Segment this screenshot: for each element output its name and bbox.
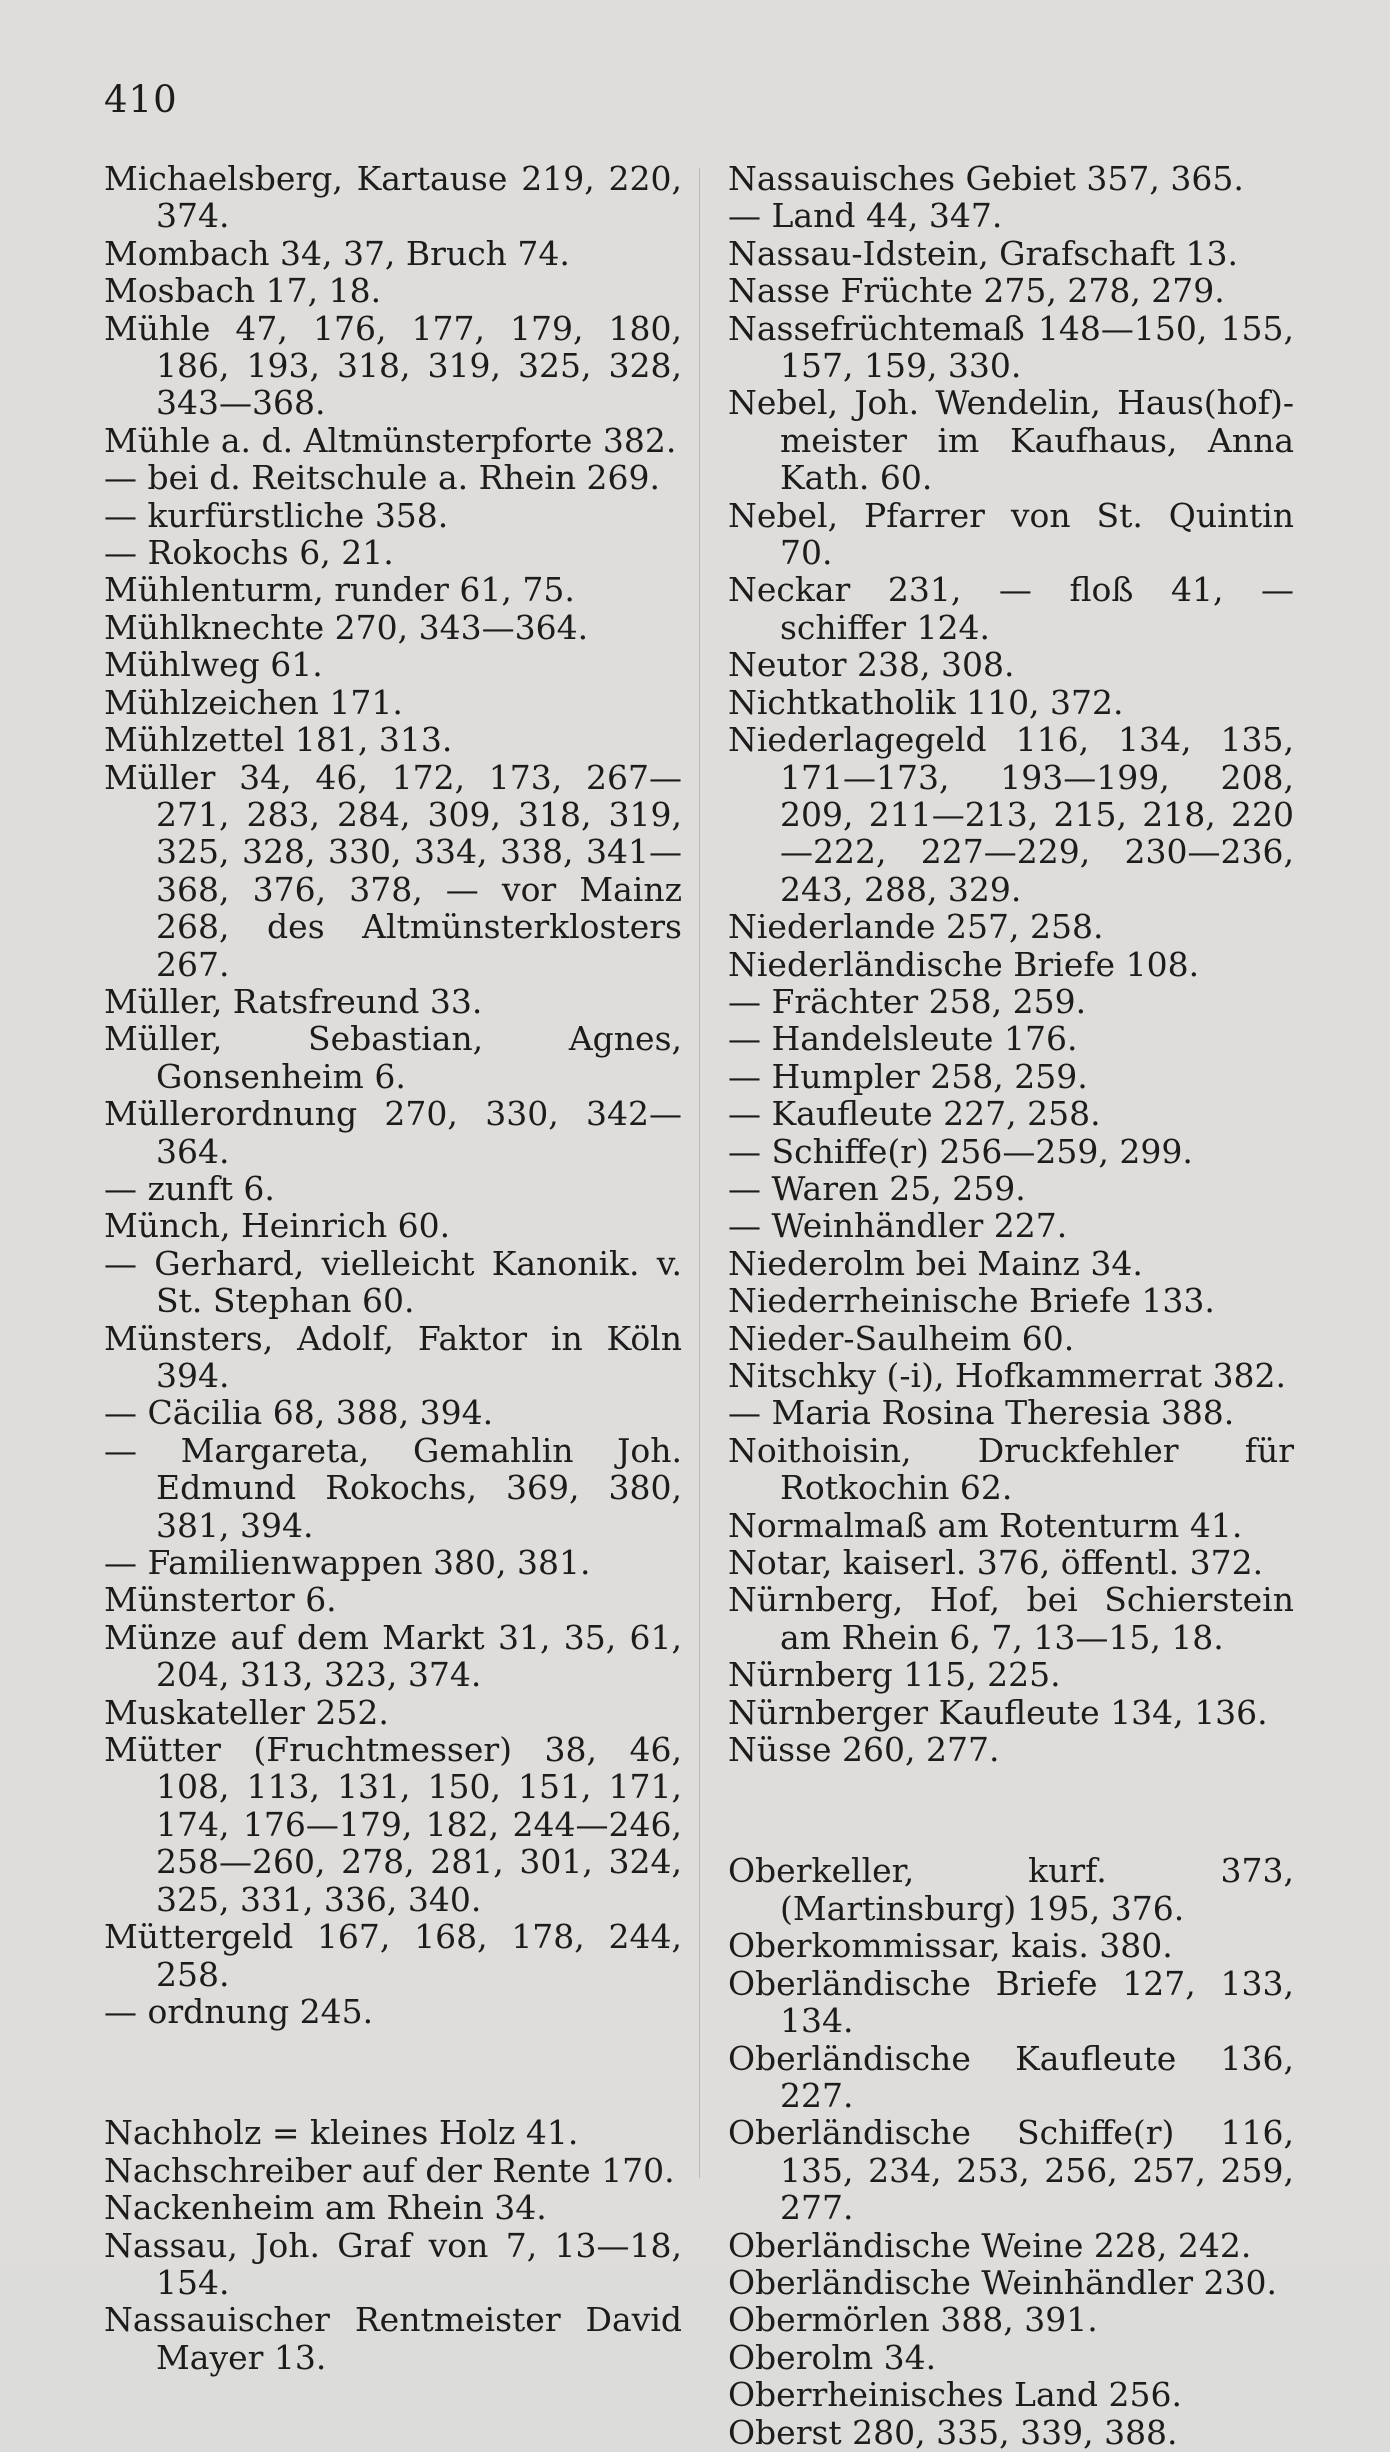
index-entry: Niederolm bei Mainz 34. — [728, 1243, 1143, 1283]
left-column — [104, 160, 682, 2376]
left-m-group — [104, 160, 682, 2030]
index-entry: Mühle 47, 176, 177, 179, 180, 186, 193, 318, 319, 325, 328, 343—368. — [104, 308, 682, 423]
index-entry: Oberländische Briefe 127, 133, 134. — [728, 1963, 1294, 2041]
right-o-group — [728, 1852, 1294, 2451]
index-entry: Nachschreiber auf der Rente 170. — [104, 2150, 675, 2190]
index-entry: Nichtkatholik 110, 372. — [728, 682, 1124, 722]
index-entry: Nitschky (-i), Hofkammerrat 382. — [728, 1356, 1287, 1395]
index-entry: — Margareta, Gemahlin Joh. Edmund Rokochs, 369, 380, 381, 394. — [104, 1430, 682, 1545]
index-entry: — Rokochs 6, 21. — [104, 533, 394, 573]
index-entry: Nürnberg, Hof, bei Schierstein am Rhein 6, 7, 13—15, 18. — [728, 1580, 1294, 1657]
index-entry: Mühle a. d. Altmünsterpforte 382. — [104, 420, 677, 460]
index-entry: Müller, Ratsfreund 33. — [104, 981, 483, 1021]
index-entry: Normalmaß am Rotenturm 41. — [728, 1505, 1243, 1545]
index-entry: — kurfürstliche 358. — [104, 495, 449, 535]
index-entry: Müttergeld 167, 168, 178, 244, 258. — [104, 1917, 682, 1994]
section-gap — [104, 2030, 682, 2114]
index-entry: Niederländische Briefe 108. — [728, 944, 1200, 984]
index-entry: Müller 34, 46, 172, 173, 267—271, 283, 284, 309, 318, 319, 325, 328, 330, 334, 338, 341—368, 376, 378, — vor Mainz 268, des Altmünsterklosters 267. — [104, 757, 682, 984]
right-column — [728, 160, 1294, 2451]
index-entry: Neckar 231, — floß 41, — schiffer 124. — [728, 570, 1294, 647]
index-entry: — bei d. Reitschule a. Rhein 269. — [104, 458, 661, 498]
section-gap — [728, 1768, 1294, 1852]
index-entry: Müller, Sebastian, Agnes, Gonsenheim 6. — [104, 1019, 682, 1096]
index-entry: Nebel, Pfarrer von St. Quintin 70. — [728, 495, 1294, 573]
index-entry: Nassauischer Rentmeister David Mayer 13. — [104, 2300, 682, 2377]
index-entry: Nüsse 260, 277. — [728, 1730, 1000, 1770]
column-divider — [699, 168, 700, 2178]
index-entry: Oberländische Kaufleute 136, 227. — [728, 2038, 1294, 2115]
index-entry: Oberrheinisches Land 256. — [728, 2375, 1182, 2415]
index-entry: — Humpler 258, 259. — [728, 1056, 1088, 1096]
index-entry: Münze auf dem Markt 31, 35, 61, 204, 313, 323, 374. — [104, 1617, 682, 1695]
index-entry: Neutor 238, 308. — [728, 645, 1015, 685]
index-entry: Mosbach 17, 18. — [104, 271, 382, 311]
index-entry: Niederlande 257, 258. — [728, 907, 1104, 947]
index-entry: Mühlenturm, runder 61, 75. — [104, 570, 575, 610]
index-entry: Nasse Früchte 275, 278, 279. — [728, 271, 1225, 311]
index-entry: Niederrheinische Briefe 133. — [728, 1281, 1215, 1321]
index-entry: — zunft 6. — [104, 1168, 275, 1208]
index-entry: — Maria Rosina Theresia 388. — [728, 1393, 1235, 1433]
index-entry: — ordnung 245. — [104, 1991, 374, 2031]
index-entry: Notar, kaiserl. 376, öffentl. 372. — [728, 1543, 1264, 1583]
index-entry: Münch, Heinrich 60. — [104, 1206, 451, 1246]
index-entry: Oberkeller, kurf. 373, (Martinsburg) 195, 376. — [728, 1851, 1294, 1928]
index-entry: Nachholz = kleines Holz 41. — [104, 2113, 579, 2153]
index-entry: Münstertor 6. — [104, 1580, 337, 1620]
index-entry: Oberolm 34. — [728, 2337, 937, 2377]
page-number: 410 — [104, 78, 178, 121]
index-entry: Nürnberg 115, 225. — [728, 1655, 1061, 1695]
index-entry: — Waren 25, 259. — [728, 1168, 1026, 1208]
index-entry: Muskateller 252. — [104, 1692, 389, 1732]
index-entry: Nassefrüchtemaß 148—150, 155, 157, 159, 330. — [728, 308, 1294, 386]
index-entry: — Kaufleute 227, 258. — [728, 1094, 1101, 1134]
index-entry: Niederlagegeld 116, 134, 135, 171—173, 193—199, 208, 209, 211—213, 215, 218, 220—222, 227—229, 230—236, 243, 288, 329. — [728, 720, 1294, 909]
index-entry: Oberkommissar, kais. 380. — [728, 1926, 1173, 1966]
index-entry: Nürnberger Kaufleute 134, 136. — [728, 1692, 1268, 1732]
index-entry: Oberländische Schiffe(r) 116, 135, 234, 253, 256, 257, 259, 277. — [728, 2113, 1294, 2228]
index-entry: Mütter (Fruchtmesser) 38, 46, 108, 113, 131, 150, 151, 171, 174, 176—179, 182, 244—246, 258—260, 278, 281, 301, 324, 325, 331, 336, 340. — [104, 1730, 682, 1919]
index-entry: Noithoisin, Druckfehler für Rotkochin 62. — [728, 1430, 1294, 1508]
index-entry: Michaelsberg, Kartause 219, 220, 374. — [104, 159, 682, 236]
index-entry: Mühlknechte 270, 343—364. — [104, 607, 589, 647]
index-entry: — Gerhard, vielleicht Kanonik. v. St. Stephan 60. — [104, 1243, 682, 1321]
index-entry: — Cäcilia 68, 388, 394. — [104, 1393, 494, 1433]
index-entry: Münsters, Adolf, Faktor in Köln 394. — [104, 1318, 682, 1395]
index-entry: Nieder-Saulheim 60. — [728, 1318, 1075, 1358]
index-entry: Mühlweg 61. — [104, 645, 323, 685]
index-entry: Nassau-Idstein, Grafschaft 13. — [728, 233, 1238, 273]
index-entry: Müllerordnung 270, 330, 342—364. — [104, 1094, 682, 1171]
right-n-group — [728, 160, 1294, 1768]
index-entry: Obermörlen 388, 391. — [728, 2300, 1098, 2340]
index-entry: Nackenheim am Rhein 34. — [104, 2188, 547, 2228]
index-entry: Oberländische Weine 228, 242. — [728, 2225, 1252, 2265]
index-entry: — Handelsleute 176. — [728, 1019, 1078, 1059]
index-entry: — Schiffe(r) 256—259, 299. — [728, 1131, 1193, 1171]
index-entry: Mühlzettel 181, 313. — [104, 720, 453, 760]
left-n-group — [104, 2114, 682, 2376]
index-entry: Nebel, Joh. Wendelin, Haus(hof)-meister im Kaufhaus, Anna Kath. 60. — [728, 383, 1294, 498]
index-entry: — Familienwappen 380, 381. — [104, 1543, 591, 1583]
index-entry: Nassauisches Gebiet 357, 365. — [728, 159, 1244, 198]
index-entry: — Weinhändler 227. — [728, 1206, 1068, 1246]
index-entry: Oberländische Weinhändler 230. — [728, 2262, 1278, 2302]
index-entry: — Frächter 258, 259. — [728, 981, 1087, 1021]
index-entry: — Land 44, 347. — [728, 196, 1003, 236]
index-entry: Mombach 34, 37, Bruch 74. — [104, 233, 570, 273]
index-entry: Oberst 280, 335, 339, 388. — [728, 2412, 1178, 2452]
index-entry: Mühlzeichen 171. — [104, 682, 403, 722]
index-entry: Nassau, Joh. Graf von 7, 13—18, 154. — [104, 2225, 682, 2302]
